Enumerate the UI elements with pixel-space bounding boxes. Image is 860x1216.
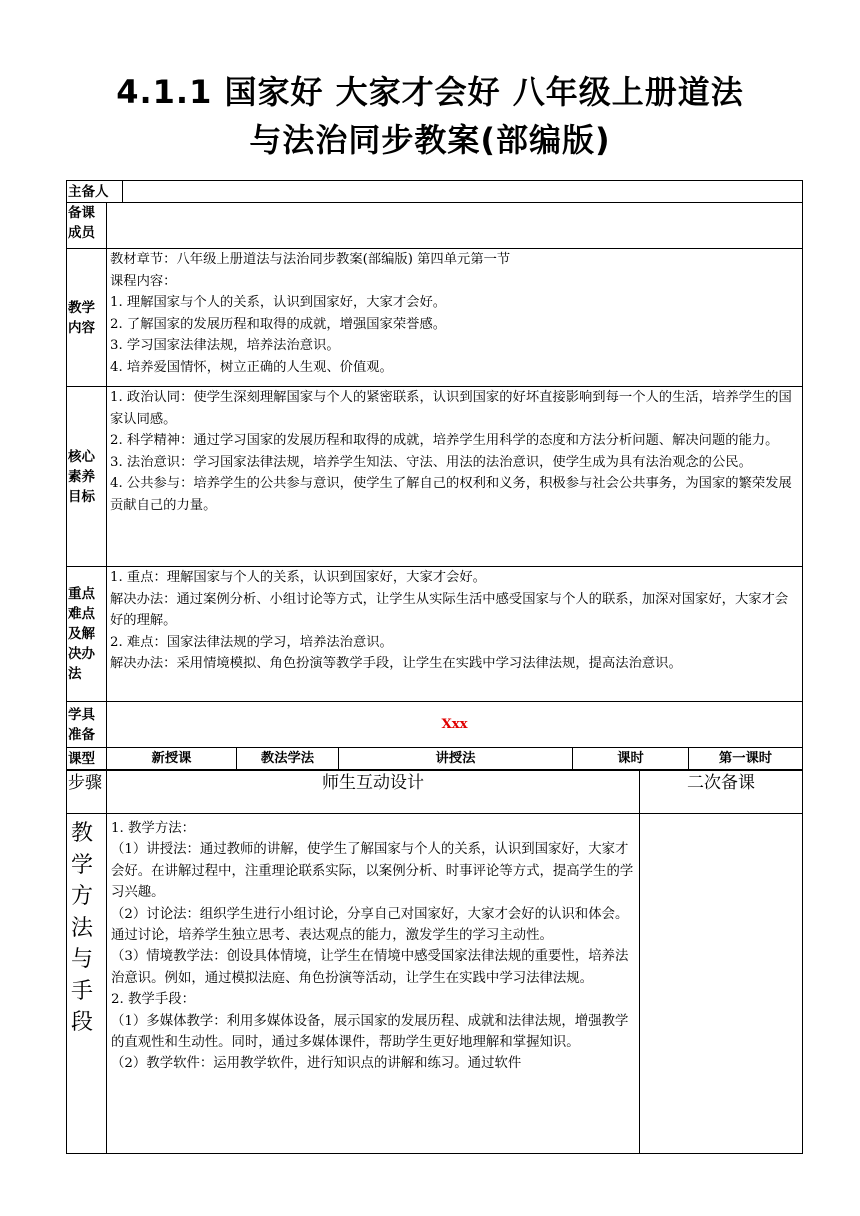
- lead-value: [123, 181, 803, 203]
- row-tools: [67, 702, 803, 748]
- methods-body: [107, 814, 640, 1154]
- method-label: 教法学法: [237, 748, 339, 771]
- tools-label: 学具准备: [67, 702, 107, 748]
- title-line-1: 4.1.1 国家好 大家才会好 八年级上册道法: [116, 73, 744, 111]
- method-value: 讲授法: [339, 748, 573, 771]
- row-key-points: [67, 567, 803, 702]
- page-title: [0, 68, 860, 164]
- core-label: 核心素养目标: [67, 387, 107, 567]
- row-type: [67, 748, 803, 771]
- content-line: 2. 了解国家的发展历程和取得的成就，增强国家荣誉感。: [110, 316, 447, 332]
- methods-line: （3）情境教学法：创设具体情境，让学生在情境中感受国家法律法规的重要性，培养法治意识。例如，通过模拟法庭、角色扮演等活动，让学生在实践中学习法律法规。: [111, 949, 629, 986]
- methods-line: （2）教学软件：运用教学软件，进行知识点的讲解和练习。通过软件: [111, 1056, 522, 1072]
- type-label: 课型: [67, 748, 107, 771]
- interaction-header: [67, 770, 803, 814]
- step-header: 步骤: [67, 770, 107, 814]
- methods-line: （2）讨论法：组织学生进行小组讨论，分享自己对国家好，大家才会好的认识和体会。通过讨论，培养学生独立思考、表达观点的能力，激发学生的学习主动性。: [111, 906, 629, 944]
- content-line: 课程内容：: [110, 273, 177, 289]
- methods-line: （1）多媒体教学：利用多媒体设备，展示国家的发展历程、成就和法律法规，增强教学的直观性和生动性。同时，通过多媒体课件，帮助学生更好地理解和掌握知识。: [111, 1013, 629, 1051]
- members-label: 备课成员: [67, 203, 107, 249]
- methods-line: 1. 教学方法：: [111, 821, 195, 836]
- methods-line: 2. 教学手段：: [111, 992, 195, 1008]
- content-body: [107, 249, 803, 387]
- second-prep-cell: [640, 814, 803, 1154]
- content-line: 4. 培养爱国情怀，树立正确的人生观、价值观。: [110, 359, 393, 375]
- lesson-plan-table: [66, 180, 803, 771]
- period-label: 课时: [573, 748, 689, 771]
- course-type: 新授课: [107, 748, 237, 771]
- tools-value: Xxx: [107, 702, 803, 748]
- row-members: [67, 203, 803, 249]
- interaction-table: [66, 769, 803, 1154]
- methods-step-label: 教学方法与手段: [67, 814, 107, 1154]
- key-points-body: [107, 567, 803, 702]
- row-lead: [67, 181, 803, 203]
- row-core: [67, 387, 803, 567]
- core-line: 1. 政治认同：使学生深刻理解国家与个人的紧密联系，认识到国家的好坏直接影响到每一个人的生活，培养学生的国家认同感。: [110, 390, 792, 427]
- members-value: [107, 203, 803, 249]
- methods-line: （1）讲授法：通过教师的讲解，使学生了解国家与个人的关系，认识到国家好，大家才会好。在讲解过程中，注重理论联系实际，以案例分析、时事评论等方式，提高学生的学习兴趣。: [111, 842, 634, 901]
- core-body: [107, 387, 803, 567]
- design-header: 师生互动设计: [107, 770, 640, 814]
- second-prep-header: 二次备课: [640, 770, 803, 814]
- row-teaching-methods: [67, 814, 803, 1154]
- key-line: 1. 重点：理解国家与个人的关系，认识到国家好，大家才会好。: [110, 570, 486, 585]
- content-label: 教学内容: [67, 249, 107, 387]
- period-value: 第一课时: [689, 748, 803, 771]
- lead-label: 主备人: [67, 181, 123, 203]
- core-line: 3. 法治意识：学习国家法律法规，培养学生知法、守法、用法的法治意识，使学生成为具有法治观念的公民。: [110, 454, 752, 470]
- content-line: 3. 学习国家法律法规，培养法治意识。: [110, 338, 340, 353]
- core-line: 4. 公共参与：培养学生的公共参与意识，使学生了解自己的权利和义务，积极参与社会公共事务，为国家的繁荣发展贡献自己的力量。: [110, 476, 792, 513]
- title-line-2: 与法治同步教案(部编版): [249, 121, 611, 159]
- key-line: 2. 难点：国家法律法规的学习，培养法治意识。: [110, 634, 393, 650]
- content-line: 1. 理解国家与个人的关系，认识到国家好，大家才会好。: [110, 295, 447, 310]
- key-points-label: 重点难点及解决办法: [67, 567, 107, 702]
- key-line: 解决办法：通过案例分析、小组讨论等方式，让学生从实际生活中感受国家与个人的联系，加深对国家好，大家才会好的理解。: [110, 591, 789, 628]
- core-line: 2. 科学精神：通过学习国家的发展历程和取得的成就，培养学生用科学的态度和方法分析问题、解决问题的能力。: [110, 433, 779, 448]
- key-line: 解决办法：采用情境模拟、角色扮演等教学手段，让学生在实践中学习法律法规，提高法治意识。: [110, 656, 682, 671]
- content-line: 教材章节：八年级上册道法与法治同步教案(部编版) 第四单元第一节: [110, 252, 511, 267]
- row-content: [67, 249, 803, 387]
